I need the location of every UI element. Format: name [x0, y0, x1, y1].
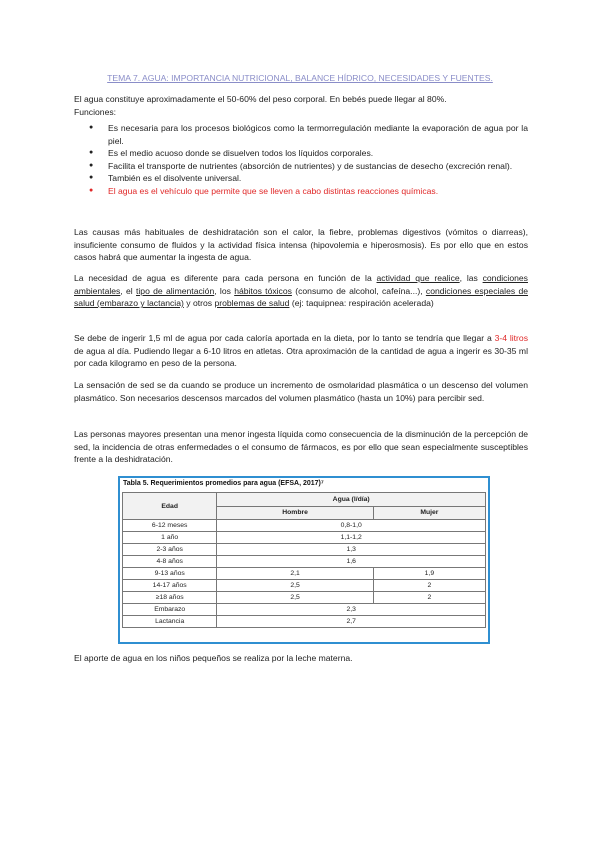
ingesta-paragraph: [74, 332, 528, 370]
table-caption: Tabla 5. Requerimientos promedios para agua (EFSA, 2017)⁷: [123, 480, 324, 487]
page-title: TEMA 7. AGUA: IMPORTANCIA NUTRICIONAL, BALANCE HÍDRICO, NECESIDADES Y FUENTES.: [107, 73, 493, 83]
water-requirements-table: [122, 492, 486, 628]
text-run: (ej: taquipnea: respiración acelerada): [289, 298, 434, 309]
age-cell: 4-8 años: [123, 556, 217, 568]
list-item: ● Es el medio acuoso donde se disuelven todos los líquidos corporales.: [74, 147, 528, 160]
highlighted-amount: 3-4 litros: [494, 333, 528, 343]
causas-paragraph: Las causas más habituales de deshidratación son el calor, la fiebre, problemas digestivos (vómitos o diarreas), insuficiente consumo de fluidos y la actividad física intensa (hipovolemia e hiperosmosis). Es por ello que en estos casos habrá que aumentar la ingesta de agua.: [74, 227, 528, 263]
column-header-mujer: Mujer: [373, 506, 485, 520]
table-row: [123, 580, 486, 592]
list-item: ● Es necesaria para los procesos biológicos como la termorregulación mediante la evaporación de agua por la piel.: [74, 122, 528, 147]
water-requirements-table-frame: [118, 476, 490, 644]
necesidad-paragraph: [74, 272, 528, 310]
intro-paragraph: El agua constituye aproximadamente el 50-60% del peso corporal. En bebés puede llegar al 80%.: [74, 94, 447, 104]
age-cell: 14-17 años: [123, 580, 217, 592]
value-cell: 0,8-1,0: [217, 520, 486, 532]
mujer-cell: 2: [373, 592, 485, 604]
aporte-paragraph: El aporte de agua en los niños pequeños se realiza por la leche materna.: [74, 653, 353, 663]
underlined-term: problemas de salud: [214, 298, 290, 309]
text-run: La necesidad de agua es diferente para cada persona en función de la: [74, 273, 377, 283]
value-cell: 1,6: [217, 556, 486, 568]
column-header-hombre: Hombre: [217, 506, 373, 520]
age-cell: Lactancia: [123, 616, 217, 628]
age-cell: 1 año: [123, 532, 217, 544]
column-header-edad: Edad: [123, 493, 217, 520]
table-row: [123, 616, 486, 628]
age-cell: Embarazo: [123, 604, 217, 616]
value-cell: 2,3: [217, 604, 486, 616]
value-cell: 1,3: [217, 544, 486, 556]
age-cell: 6-12 meses: [123, 520, 217, 532]
text-run: y otros: [183, 298, 215, 309]
underlined-term: condiciones especiales de salud (embarazo y lactancia): [74, 285, 529, 309]
table-row: [123, 532, 486, 544]
table-row: [123, 544, 486, 556]
table-row: [123, 568, 486, 580]
text-run: de agua al día. Pudiendo llegar a 6-10 litros en atletas. Otra aproximación de la cantidad de agua a ingerir es 30-35 ml por cada kilogramo en peso de la persona.: [74, 345, 528, 369]
underlined-term: actividad que realice: [376, 273, 460, 283]
list-item: ● Facilita el transporte de nutrientes (absorción de nutrientes) y de sustancias de desecho (excreción renal).: [74, 160, 528, 173]
text-run: Se debe de ingerir 1,5 ml de agua por cada caloría aportada en la dieta, por lo tanto se tendría que llegar a: [74, 333, 495, 343]
text-run: , las: [459, 273, 483, 283]
hombre-cell: 2,5: [217, 580, 373, 592]
hombre-cell: 2,5: [217, 592, 373, 604]
table-row: [123, 520, 486, 532]
age-cell: ≥18 años: [123, 592, 217, 604]
hombre-cell: 2,1: [217, 568, 373, 580]
table-row: [123, 604, 486, 616]
table-row: [123, 592, 486, 604]
underlined-term: condiciones ambientales: [74, 273, 528, 296]
text-run: , el: [120, 285, 136, 296]
table-row: [123, 556, 486, 568]
funciones-list: [74, 122, 528, 198]
value-cell: 2,7: [217, 616, 486, 628]
sed-paragraph: La sensación de sed se da cuando se produce un incremento de osmolaridad plasmática o un descenso del volumen plasmático. Son necesarios descensos marcados del volumen plasmático (hasta un 10%) para percibir sed.: [74, 380, 528, 403]
mayores-paragraph: Las personas mayores presentan una menor ingesta líquida como consecuencia de la disminución de la percepción de sed, la incidencia de otras enfermedades o el consumo de fármacos, es por ello que sean especialmente susceptibles frente a la deshidratación.: [74, 429, 528, 465]
age-cell: 2-3 años: [123, 544, 217, 556]
list-item: ● También es el disolvente universal.: [74, 172, 528, 185]
underlined-term: tipo de alimentación: [136, 285, 215, 296]
underlined-term: hábitos tóxicos: [234, 285, 292, 296]
list-item-highlighted: ● El agua es el vehículo que permite que se lleven a cabo distintas reacciones químicas.: [74, 185, 528, 198]
value-cell: 1,1-1,2: [217, 532, 486, 544]
column-header-agua: Agua (l/día): [217, 493, 486, 507]
text-run: , los: [214, 285, 235, 296]
text-run: (consumo de alcohol, cafeína...),: [291, 285, 426, 296]
mujer-cell: 2: [373, 580, 485, 592]
mujer-cell: 1,9: [373, 568, 485, 580]
funciones-label: Funciones:: [74, 107, 117, 117]
age-cell: 9-13 años: [123, 568, 217, 580]
